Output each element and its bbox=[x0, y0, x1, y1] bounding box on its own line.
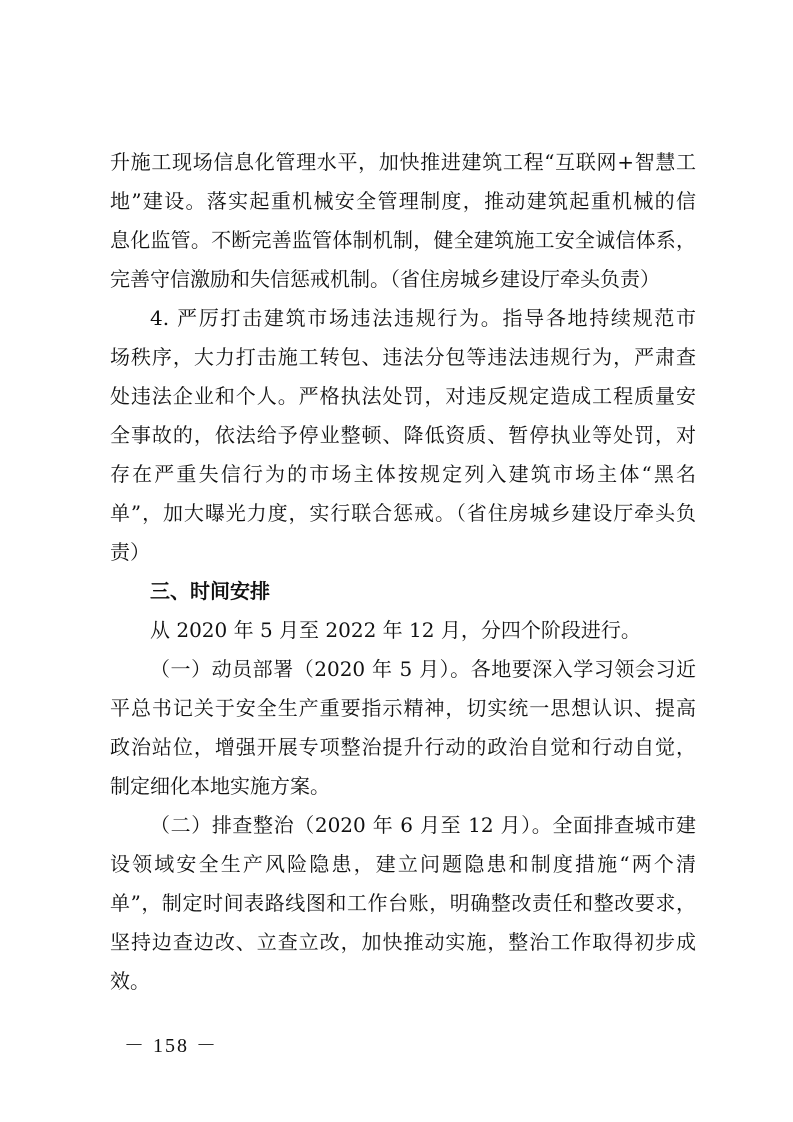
text-line: 平总书记关于安全生产重要指示精神，切实统一思想认识、提高 bbox=[110, 696, 696, 720]
section-heading: 三、时间安排 bbox=[150, 579, 270, 603]
text-line: 效。 bbox=[110, 969, 150, 993]
text-line: 4. 严厉打击建筑市场违法违规行为。指导各地持续规范市 bbox=[150, 306, 696, 330]
text-line: （二）排查整治（2020 年 6 月至 12 月）。全面排查城市建 bbox=[150, 813, 696, 837]
text-line: 从 2020 年 5 月至 2022 年 12 月，分四个阶段进行。 bbox=[150, 618, 641, 642]
text-line: 处违法企业和个人。严格执法处罚，对违反规定造成工程质量安 bbox=[110, 384, 696, 408]
text-line: （一）动员部署（2020 年 5 月）。各地要深入学习领会习近 bbox=[150, 657, 696, 681]
text-line: 息化监管。不断完善监管体制机制，健全建筑施工安全诚信体系， bbox=[110, 228, 696, 252]
text-line: 制定细化本地实施方案。 bbox=[110, 774, 330, 798]
text-line: 全事故的，依法给予停业整顿、降低资质、暂停执业等处罚，对 bbox=[110, 423, 696, 447]
text-line: 坚持边查边改、立查立改，加快推动实施，整治工作取得初步成 bbox=[110, 930, 696, 954]
text-line: 单”，制定时间表路线图和工作台账，明确整改责任和整改要求， bbox=[110, 891, 696, 915]
text-line: 完善守信激励和失信惩戒机制。（省住房城乡建设厅牵头负责） bbox=[110, 267, 660, 291]
text-line: 存在严重失信行为的市场主体按规定列入建筑市场主体“黑名 bbox=[110, 462, 696, 486]
page-number: － 158 － bbox=[124, 1035, 218, 1057]
text-line: 责） bbox=[110, 540, 150, 564]
text-line: 场秩序，大力打击施工转包、违法分包等违法违规行为，严肃查 bbox=[110, 345, 696, 369]
text-line: 设领域安全生产风险隐患，建立问题隐患和制度措施“两个清 bbox=[110, 852, 696, 876]
text-line: 单”，加大曝光力度，实行联合惩戒。（省住房城乡建设厅牵头负 bbox=[110, 501, 696, 525]
text-line: 政治站位，增强开展专项整治提升行动的政治自觉和行动自觉， bbox=[110, 735, 696, 759]
text-line: 升施工现场信息化管理水平，加快推进建筑工程“互联网+智慧工 bbox=[110, 150, 696, 174]
text-line: 地”建设。落实起重机械安全管理制度，推动建筑起重机械的信 bbox=[110, 189, 696, 213]
